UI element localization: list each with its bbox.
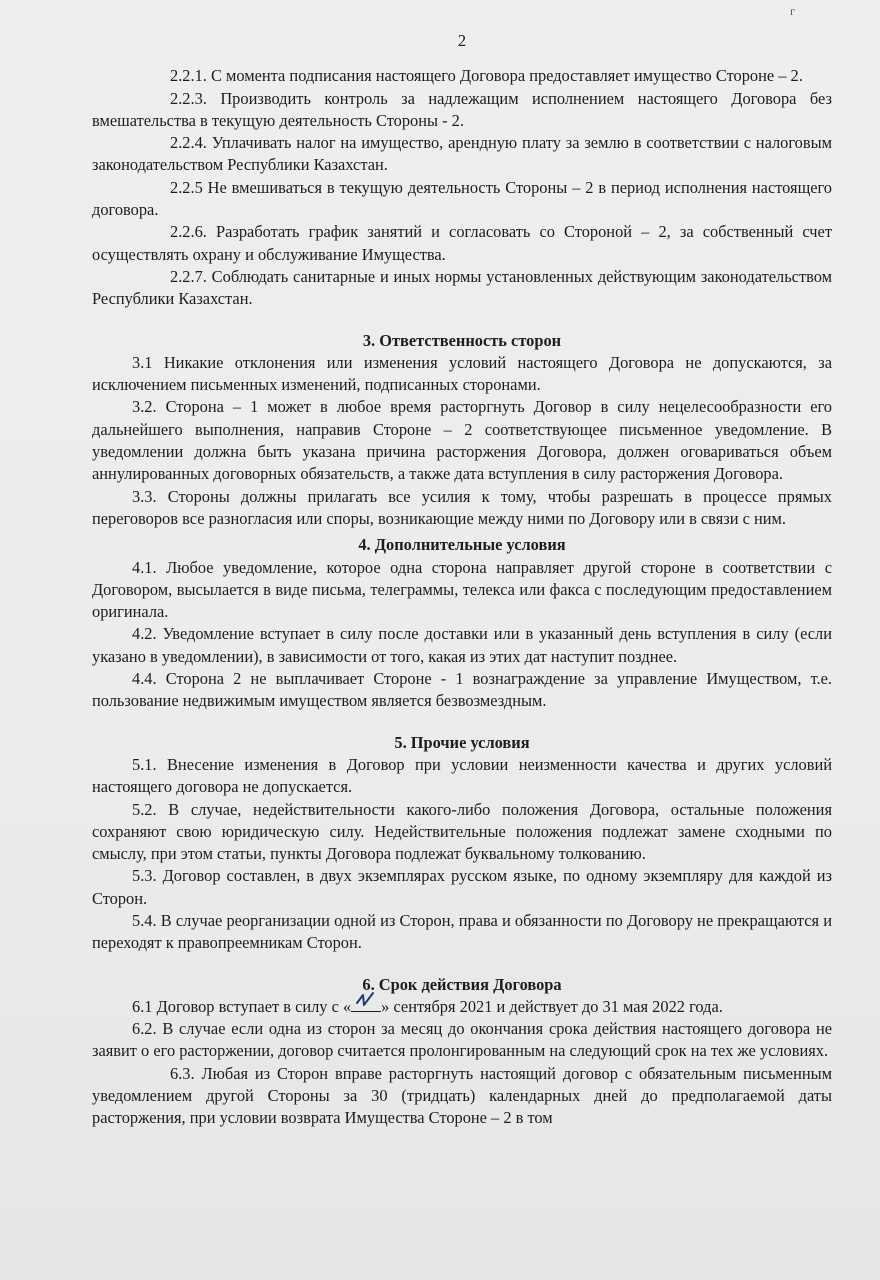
clause-4-4: 4.4. Сторона 2 не выплачивает Стороне - 1 вознаграждение за управление Имуществом, т.е. пользование недвижимым имуществом является безвозмездным. [92, 669, 832, 711]
section-3-heading: 3. Ответственность сторон [362, 330, 562, 350]
clause-6-1-end: » сентября 2021 и действует до 31 мая 2022 года. [381, 996, 723, 1016]
clause-6-1-start: 6.1 Договор вступает в силу с « [132, 996, 352, 1016]
clause-2-2-1: 2.2.1. С момента подписания настоящего Договора предоставляет имущество Стороне – 2. [170, 66, 803, 86]
clause-3-3: 3.3. Стороны должны прилагать все усилия к тому, чтобы разрешать в процессе прямых переговоров все разногласия или споры, возникающие между ними по Договору или в связи с ним. [92, 486, 832, 528]
clause-4-1: 4.1. Любое уведомление, которое одна сторона направляет другой стороне в соответствии с Договором, высылается в виде письма, телеграммы, телекса или факса с последующим предоставлением оригинала. [92, 557, 832, 622]
clause-5-4: 5.4. В случае реорганизации одной из Сторон, права и обязанности по Договору не прекращаются и переходят к правопреемникам Сторон. [92, 910, 832, 953]
clause-3-2: 3.2. Сторона – 1 может в любое время расторгнуть Договор в силу нецелесообразности его дальнейшего выполнения, направив Стороне – 2 соответствующее письменное уведомление. В уведомлении должна быть указана причина расторжения Договора, должен оговариваться объем аннулированных договорных обязательств, а также дата вступления в силу расторжения Договора. [92, 397, 832, 484]
clause-5-1: 5.1. Внесение изменения в Договор при условии неизменности качества и других условий настоящего договора не допускается. [92, 754, 832, 797]
clause-2-2-7: 2.2.7. Соблюдать санитарные и иных нормы установленных действующим законодательством Республики Казахстан. [92, 266, 832, 309]
document-page [92, 30, 832, 1130]
clause-6-2: 6.2. В случае если одна из сторон за месяц до окончания срока действия настоящего договора не заявит о его расторжении, договор считается пролонгированным на следующий срок на тех же условиях. [92, 1019, 832, 1061]
section-4-heading: 4. Дополнительные условия [358, 535, 566, 555]
clause-2-2-5: 2.2.5 Не вмешиваться в текущую деятельность Стороны – 2 в период исполнения настоящего договора. [92, 177, 832, 220]
handwritten-day-mark [351, 997, 381, 1012]
clause-6-3: 6.3. Любая из Сторон вправе расторгнуть настоящий договор с обязательным письменным уведомлением другой Стороны за 30 (тридцать) календарных дней до предполагаемой даты расторжения, при условии возврата Имущества Стороне – 2 в том [92, 1063, 832, 1128]
pen-check-icon [355, 991, 377, 1009]
clause-2-2-3: 2.2.3. Производить контроль за надлежащим исполнением настоящего Договора без вмешательства в текущую деятельность Стороны - 2. [92, 88, 832, 130]
section-6-heading: 6. Срок действия Договора [362, 974, 562, 994]
corner-mark: г [790, 4, 795, 18]
clause-5-2: 5.2. В случае, недействительности какого-либо положения Договора, остальные положения сохраняют свою юридическую силу. Недействительные положения подлежат замене сходными по смыслу, при этом статьи, пункты Договора подлежат буквальному толкованию. [92, 799, 832, 864]
page-number: 2 [457, 31, 467, 50]
clause-3-1: 3.1 Никакие отклонения или изменения условий настоящего Договора не допускаются, за исключением письменных изменений, подписанных сторонами. [92, 352, 832, 395]
section-5-heading: 5. Прочие условия [394, 732, 530, 752]
clause-2-2-4: 2.2.4. Уплачивать налог на имущество, арендную плату за землю в соответствии с налоговым законодательством Республики Казахстан. [92, 133, 832, 175]
clause-4-2: 4.2. Уведомление вступает в силу после доставки или в указанный день вступления в силу (если указано в уведомлении), в зависимости от того, какая из этих дат наступит позднее. [92, 624, 832, 666]
clause-2-2-6: 2.2.6. Разработать график занятий и согласовать со Стороной – 2, за собственный счет осуществлять охрану и обслуживание Имущества. [92, 222, 832, 264]
clause-5-3: 5.3. Договор составлен, в двух экземплярах русском языке, по одному экземпляру для каждой из Сторон. [92, 866, 832, 908]
clause-6-1 [92, 996, 832, 1018]
